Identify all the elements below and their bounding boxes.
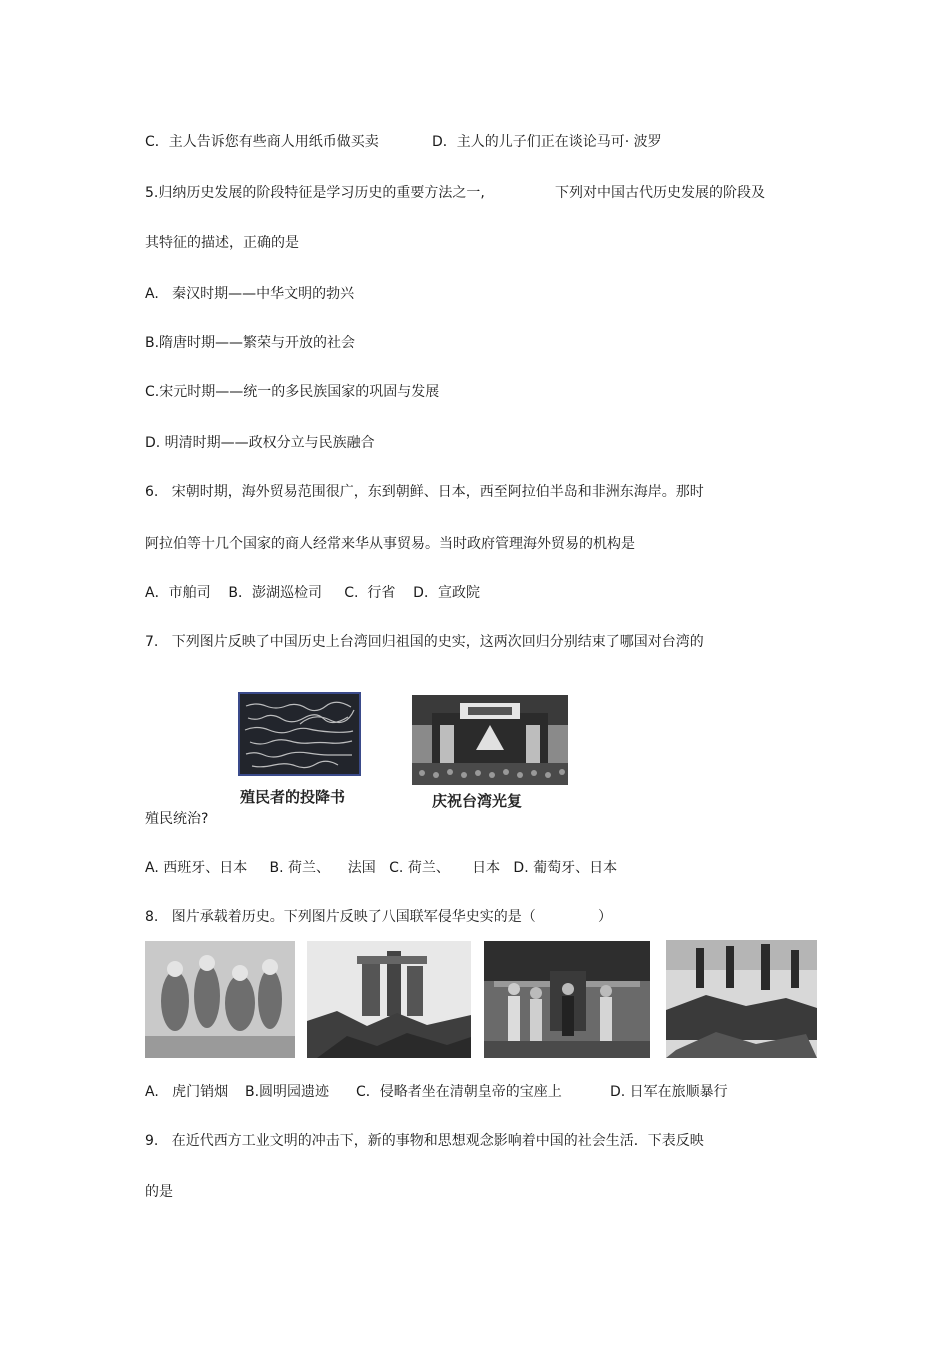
q9-stem-line2: 的是 <box>145 1184 173 1200</box>
q8-option-b: B.圆明园遗迹 <box>245 1084 330 1100</box>
humen-opium-relief-photo <box>145 941 295 1058</box>
q5-option-c: C.宋元时期——统一的多民族国家的巩固与发展 <box>145 384 440 400</box>
q7-stem-line2: 殖民统治? <box>145 811 209 827</box>
q7-options: A. 西班牙、日本 B. 荷兰、 法国 C. 荷兰、 日本 D. 葡萄牙、日本 <box>145 860 618 876</box>
q5-option-a: A. 秦汉时期——中华文明的勃兴 <box>145 286 355 302</box>
q8-stem: 8. 图片承载着历史。下列图片反映了八国联军侵华史实的是（ ） <box>145 909 613 925</box>
yuanmingyuan-ruins-photo <box>307 941 471 1058</box>
q5-stem-line2: 其特征的描述，正确的是 <box>145 235 299 251</box>
q9-stem-line1: 9. 在近代西方工业文明的冲击下，新的事物和思想观念影响着中国的社会生活．下表反映 <box>145 1133 704 1149</box>
q8-option-d: D. 日军在旅顺暴行 <box>610 1084 728 1100</box>
q5-option-b: B.隋唐时期——繁荣与开放的社会 <box>145 335 356 351</box>
lushun-atrocity-photo <box>666 940 817 1058</box>
q4-option-c: C．主人告诉您有些商人用纸币做买卖 <box>145 134 379 150</box>
surrender-document-photo <box>238 692 361 776</box>
q5-option-d: D. 明清时期——政权分立与民族融合 <box>145 435 375 451</box>
q6-stem-line1: 6. 宋朝时期，海外贸易范围很广，东到朝鲜、日本，西至阿拉伯半岛和非洲东海岸。那时 <box>145 484 704 500</box>
q4-option-d: D．主人的儿子们正在谈论马可· 波罗 <box>432 134 662 150</box>
q8-option-a: A. 虎门销烟 <box>145 1084 229 1100</box>
throne-invaders-photo <box>484 941 650 1058</box>
q5-stem-part2: 下列对中国古代历史发展的阶段及 <box>555 185 765 201</box>
photo-caption-celebration: 庆祝台湾光复 <box>432 792 523 810</box>
q8-option-c: C．侵略者坐在清朝皇帝的宝座上 <box>356 1084 562 1100</box>
photo-caption-surrender: 殖民者的投降书 <box>240 788 346 806</box>
q7-stem-line1: 7. 下列图片反映了中国历史上台湾回归祖国的史实，这两次回归分别结束了哪国对台湾的 <box>145 634 704 650</box>
taiwan-celebration-photo <box>412 695 568 785</box>
q5-stem-part1: 5.归纳历史发展的阶段特征是学习历史的重要方法之一, <box>145 185 485 201</box>
q6-options: A．市舶司 B．澎湖巡检司 C. 行省 D．宣政院 <box>145 585 480 601</box>
q6-stem-line2: 阿拉伯等十几个国家的商人经常来华从事贸易。当时政府管理海外贸易的机构是 <box>145 536 635 552</box>
